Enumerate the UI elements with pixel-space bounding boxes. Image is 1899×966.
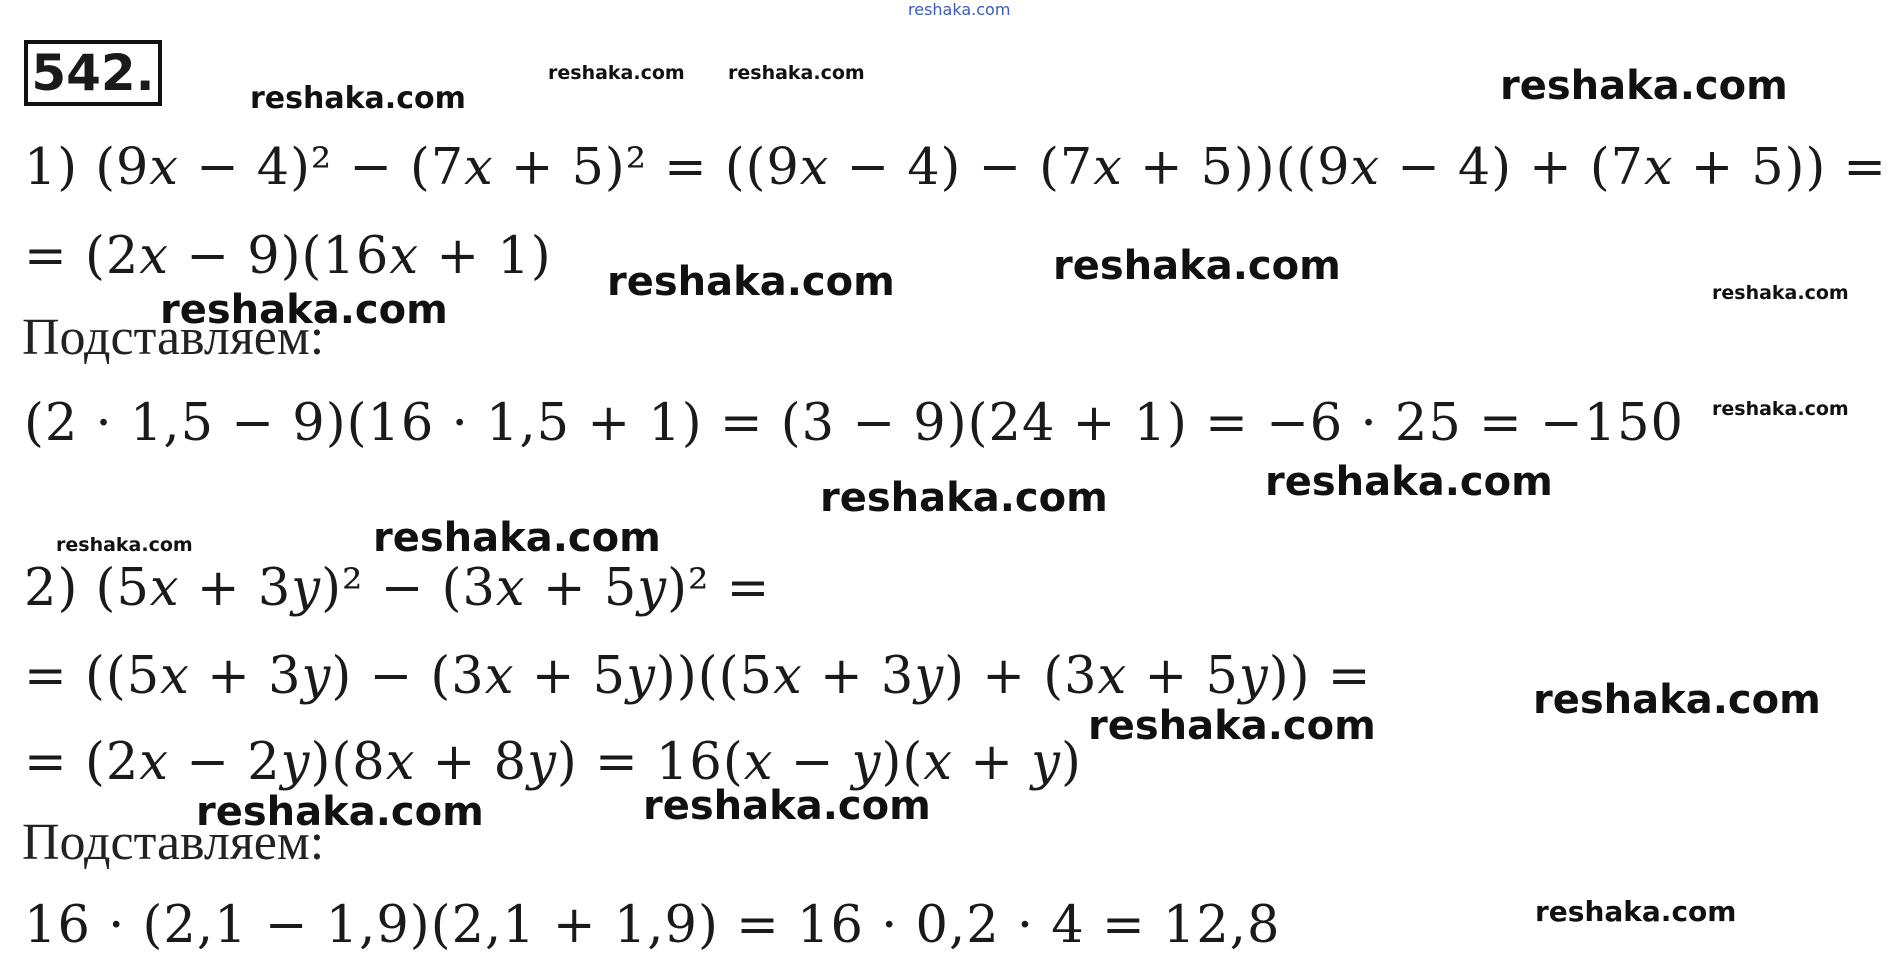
solution-line-6: = (2𝑥 − 2𝑦)(8𝑥 + 8𝑦) = 16(𝑥 − 𝑦)(𝑥 + 𝑦) <box>24 733 1082 792</box>
substitute-label-1: Подставляем: <box>22 309 325 366</box>
solution-line-2: = (2𝑥 − 9)(16𝑥 + 1) <box>24 227 552 286</box>
solution-line-3: (2 · 1,5 − 9)(16 · 1,5 + 1) = (3 − 9)(24 + 1) = −6 · 25 = −150 <box>24 394 1685 453</box>
watermark: reshaka.com <box>160 287 448 333</box>
watermark: reshaka.com <box>1712 282 1849 304</box>
substitute-label-2: Подставляем: <box>22 814 325 871</box>
watermark: reshaka.com <box>820 475 1108 521</box>
watermark: reshaka.com <box>607 259 895 305</box>
watermark: reshaka.com <box>56 534 193 556</box>
watermark: reshaka.com <box>1088 703 1376 749</box>
watermark: reshaka.com <box>728 62 865 84</box>
solution-line-1: 1) (9𝑥 − 4)² − (7𝑥 + 5)² = ((9𝑥 − 4) − (7𝑥 + 5))((9𝑥 − 4) + (7𝑥 + 5)) = <box>24 137 1887 196</box>
watermark: reshaka.com <box>643 783 931 829</box>
solution-line-5: = ((5𝑥 + 3𝑦) − (3𝑥 + 5𝑦))((5𝑥 + 3𝑦) + (3𝑥 + 5𝑦)) = <box>24 647 1372 706</box>
watermark: reshaka.com <box>250 81 466 116</box>
watermark: reshaka.com <box>1053 243 1341 289</box>
watermark: reshaka.com <box>1712 398 1849 420</box>
watermark: reshaka.com <box>196 789 484 835</box>
watermark: reshaka.com <box>548 62 685 84</box>
problem-number: 542. <box>24 40 162 106</box>
watermark: reshaka.com <box>1265 459 1553 505</box>
watermark: reshaka.com <box>1535 895 1737 928</box>
watermark: reshaka.com <box>908 0 1011 19</box>
solution-line-7: 16 · (2,1 − 1,9)(2,1 + 1,9) = 16 · 0,2 · 4 = 12,8 <box>24 896 1281 955</box>
solution-line-4: 2) (5𝑥 + 3𝑦)² − (3𝑥 + 5𝑦)² = <box>24 559 771 618</box>
watermark: reshaka.com <box>373 515 661 561</box>
watermark: reshaka.com <box>1533 677 1821 723</box>
watermark: reshaka.com <box>1500 63 1788 109</box>
